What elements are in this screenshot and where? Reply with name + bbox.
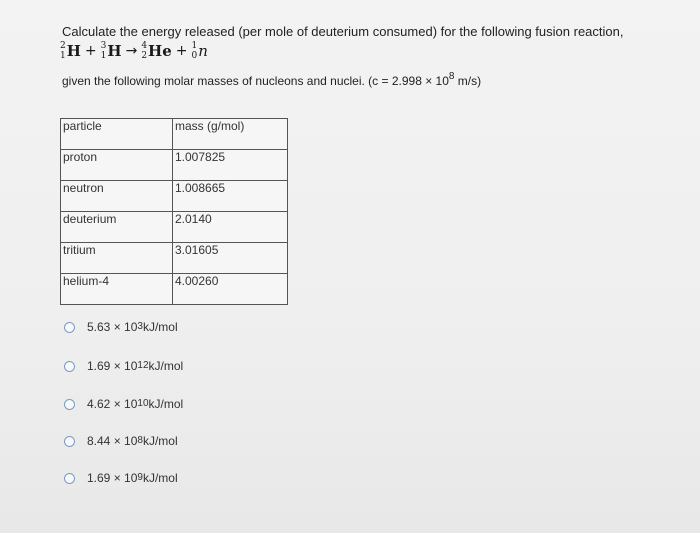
option-unit: kJ/mol [142,320,178,334]
question-text: Calculate the energy released (per mole of deuterium consumed) for the following fusion reaction, [62,24,624,39]
option-mantissa: 4.62 × 10 [87,397,138,411]
option-mantissa: 1.69 × 10 [87,471,138,485]
tritium-symbol: H [107,42,122,60]
option-mantissa: 1.69 × 10 [87,359,138,373]
helium-symbol: He [148,42,172,60]
table-row [61,212,288,243]
deuterium-atomic-number: 1 [60,51,66,61]
answer-option-3[interactable]: 4.62 × 10 10 kJ/mol [64,393,183,415]
tritium-mass-number: 3 [100,41,107,51]
tritium-atomic-number: 1 [100,51,107,61]
table-row [61,243,288,274]
answer-option-1[interactable]: 5.63 × 10 3 kJ/mol [64,316,178,338]
particle-cell: tritium [61,243,173,274]
radio-button[interactable] [64,436,75,447]
table-row [61,150,288,181]
tritium-nuclide [101,41,122,61]
answer-option-4[interactable]: 8.44 × 10 8 kJ/mol [64,430,178,452]
given-text [62,71,482,88]
header-mass: mass (g/mol) [173,119,288,150]
option-unit: kJ/mol [148,397,184,411]
given-exponent: 8 [448,71,455,82]
option-unit: kJ/mol [142,471,178,485]
molar-mass-table [60,118,288,305]
mass-cell: 1.008665 [173,181,288,212]
answer-option-5[interactable]: 1.69 × 10 9 kJ/mol [64,467,178,489]
option-mantissa: 8.44 × 10 [87,434,138,448]
given-text-main: given the following molar masses of nucleons and nuclei. (c = 2.998 × 10 [62,74,449,88]
neutron-atomic-number: 0 [191,51,198,61]
plus-sign: + [175,43,188,59]
mass-cell: 2.0140 [173,212,288,243]
particle-cell: proton [61,150,173,181]
deuterium-symbol: H [66,42,81,60]
radio-button[interactable] [64,361,75,372]
mass-cell: 1.007825 [173,150,288,181]
option-mantissa: 5.63 × 10 [87,320,138,334]
neutron-nuclide [192,41,208,61]
option-unit: kJ/mol [142,434,178,448]
helium-nuclide [141,41,171,61]
radio-button[interactable] [64,322,75,333]
neutron-mass-number: 1 [191,41,198,51]
reaction-arrow: → [125,43,138,59]
option-unit: kJ/mol [148,359,184,373]
table-header-row [61,119,288,150]
header-particle: particle [61,119,173,150]
mass-cell: 4.00260 [173,274,288,305]
neutron-symbol: n [198,42,208,60]
deuterium-mass-number: 2 [60,41,66,51]
fusion-reaction-equation [60,36,208,66]
particle-cell: deuterium [61,212,173,243]
particle-cell: neutron [61,181,173,212]
radio-button[interactable] [64,399,75,410]
helium-atomic-number: 2 [141,51,148,61]
particle-cell: helium-4 [61,274,173,305]
deuterium-nuclide [60,41,81,61]
answer-option-2[interactable]: 1.69 × 10 12 kJ/mol [64,355,183,377]
helium-mass-number: 4 [141,41,148,51]
table-row [61,274,288,305]
given-unit: m/s) [454,74,482,88]
mass-cell: 3.01605 [173,243,288,274]
radio-button[interactable] [64,473,75,484]
table-row [61,181,288,212]
plus-sign: + [84,43,97,59]
